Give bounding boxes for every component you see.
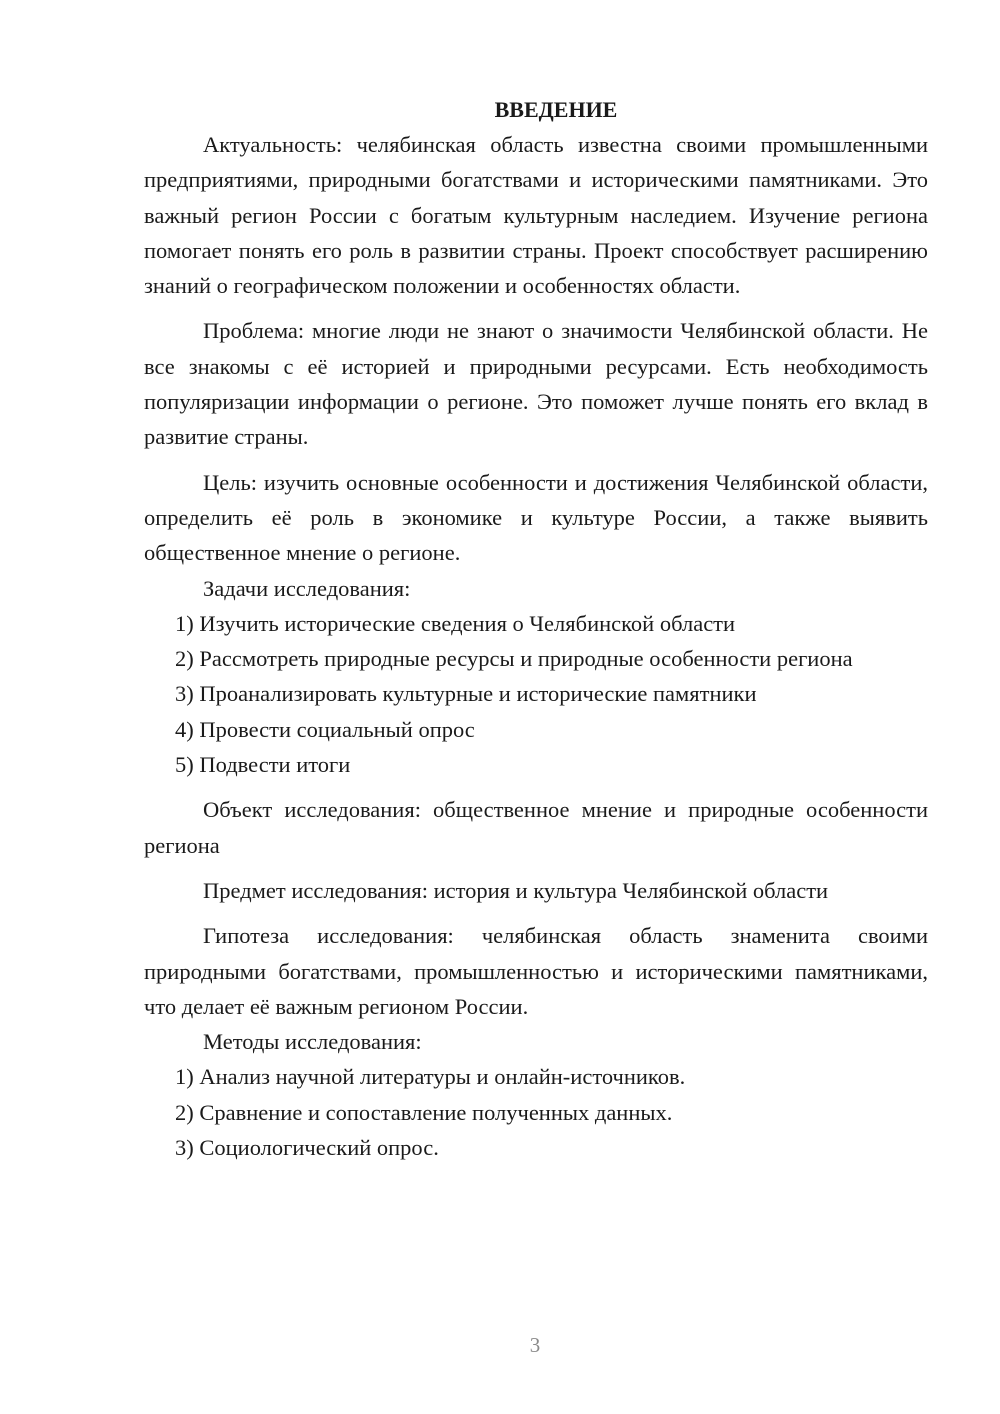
subject-paragraph: Предмет исследования: история и культура Челябинской области xyxy=(203,877,829,903)
methods-heading: Методы исследования: xyxy=(203,1029,422,1055)
methods-list xyxy=(144,1059,928,1165)
goal-paragraph: Цель: изучить основные особенности и достижения Челябинской области, определить её роль в экономике и культуре России, а также выявить общественное мнение о регионе. xyxy=(144,469,928,566)
page-number: 3 xyxy=(529,1333,541,1357)
document-page xyxy=(144,92,928,1165)
task-item: 5) Подвести итоги xyxy=(175,752,351,778)
tasks-list xyxy=(144,606,928,782)
method-item: 1) Анализ научной литературы и онлайн-источников. xyxy=(175,1064,686,1090)
task-item: 1) Изучить исторические сведения о Челябинской области xyxy=(175,610,736,636)
method-item: 3) Социологический опрос. xyxy=(175,1135,439,1161)
task-item: 3) Проанализировать культурные и исторические памятники xyxy=(175,681,757,707)
relevance-paragraph: Актуальность: челябинская область известна своими промышленными предприятиями, природными богатствами и историческими памятниками. Это важный регион России с богатым культурным наследием. Изучение региона помогает понять его роль в развитии страны. Проект способствует расширению знаний о географическом положении и особенностях области. xyxy=(144,132,928,299)
task-item: 4) Провести социальный опрос xyxy=(175,716,475,742)
object-paragraph: Объект исследования: общественное мнение и природные особенности региона xyxy=(144,797,928,858)
tasks-heading: Задачи исследования: xyxy=(203,575,411,601)
method-item: 2) Сравнение и сопоставление полученных данных. xyxy=(175,1099,673,1125)
hypothesis-paragraph: Гипотеза исследования: челябинская область знаменита своими природными богатствами, промышленностью и историческими памятниками, что делает её важным регионом России. xyxy=(144,923,928,1019)
task-item: 2) Рассмотреть природные ресурсы и природные особенности региона xyxy=(175,646,853,672)
page-title: ВВЕДЕНИЕ xyxy=(494,97,618,122)
problem-paragraph: Проблема: многие люди не знают о значимости Челябинской области. Не все знакомы с её историей и природными ресурсами. Есть необходимость популяризации информации о регионе. Это поможет лучше понять его вклад в развитие страны. xyxy=(144,318,928,450)
